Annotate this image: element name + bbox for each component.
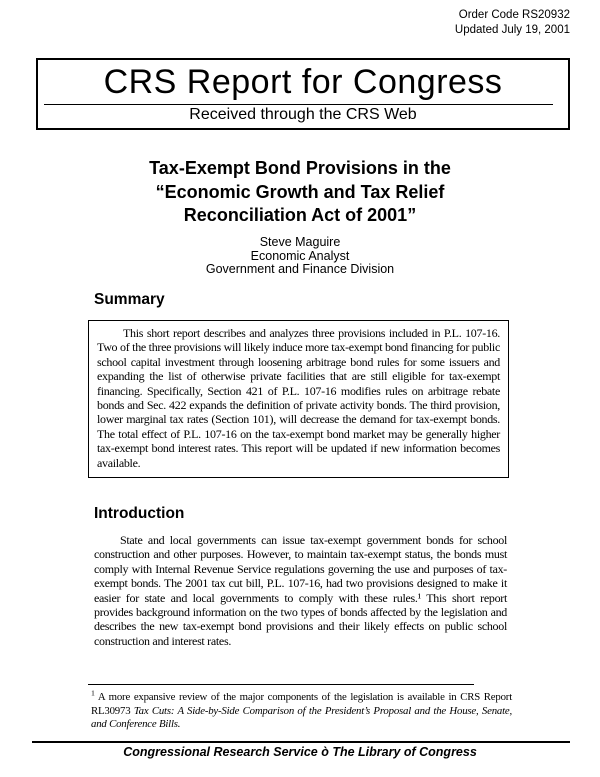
report-title-line3: Reconciliation Act of 2001” <box>183 205 417 225</box>
author-division: Government and Finance Division <box>205 262 395 276</box>
footer-text: Congressional Research Service ò The Library of Congress <box>123 745 477 759</box>
introduction-paragraph: State and local governments can issue tax-exempt government bonds for school construction and other purposes. However, to maintain tax-exempt status, the bonds must comply with Internal Revenue Service regulations governing the use and purposes of tax-exempt bonds. The 2001 tax cut bill, P.L. 107-16, had two provisions designed to make it easier for state and local governments to comply with these rules.¹ This short report provides background information on the two types of bonds affected by the legislation and describes the new tax-exempt bond provisions and their likely effects on public school construction and interest rates. <box>94 533 507 648</box>
report-title-line1: Tax-Exempt Bond Provisions in the <box>149 158 451 178</box>
footnote-citation-title: Tax Cuts: A Side-by-Side Comparison of the President’s Proposal and the House, Senate, and Conference Bills. <box>91 704 513 730</box>
summary-box: This short report describes and analyzes three provisions included in P.L. 107-16. Two of the three provisions will likely induce more tax-exempt bond financing for public school capital investment through loosening arbitrage bond rules for some issuers and expanding the list of otherwise private facilities that are still eligible for tax-exempt financing. Specifically, Section 421 of P.L. 107-16 modifies rules on arbitrage rebate bonds and Sec. 422 expands the definition of private activity bonds. The third provision, lower marginal tax rates (Section 101), will decrease the demand for tax-exempt bonds. The total effect of P.L. 107-16 on the tax-exempt bond market may be generally higher tax-exempt bond interest rates. This report will be updated if new information becomes available. <box>88 320 509 478</box>
author-role: Economic Analyst <box>250 248 350 263</box>
masthead-box <box>36 58 570 130</box>
masthead-subtitle: Received through the CRS Web <box>189 106 417 123</box>
footnote-separator <box>88 684 474 685</box>
report-title-line2: “Economic Growth and Tax Relief <box>155 181 445 202</box>
report-title <box>0 157 600 228</box>
introduction-heading: Introduction <box>94 505 185 522</box>
order-code-block <box>455 8 570 38</box>
updated-date: Updated July 19, 2001 <box>454 24 570 36</box>
footnote-marker: 1 <box>91 688 95 698</box>
masthead-title: CRS Report for Congress <box>103 63 503 101</box>
order-code: Order Code RS20932 <box>458 9 570 21</box>
footnote <box>91 688 513 732</box>
footnote-text: A more expansive review of the major components of the legislation is available in CRS Report RL30973 <box>91 691 512 717</box>
author-block <box>0 236 600 277</box>
summary-heading: Summary <box>94 291 165 308</box>
footer-divider <box>32 741 570 743</box>
author-name: Steve Maguire <box>259 235 341 249</box>
